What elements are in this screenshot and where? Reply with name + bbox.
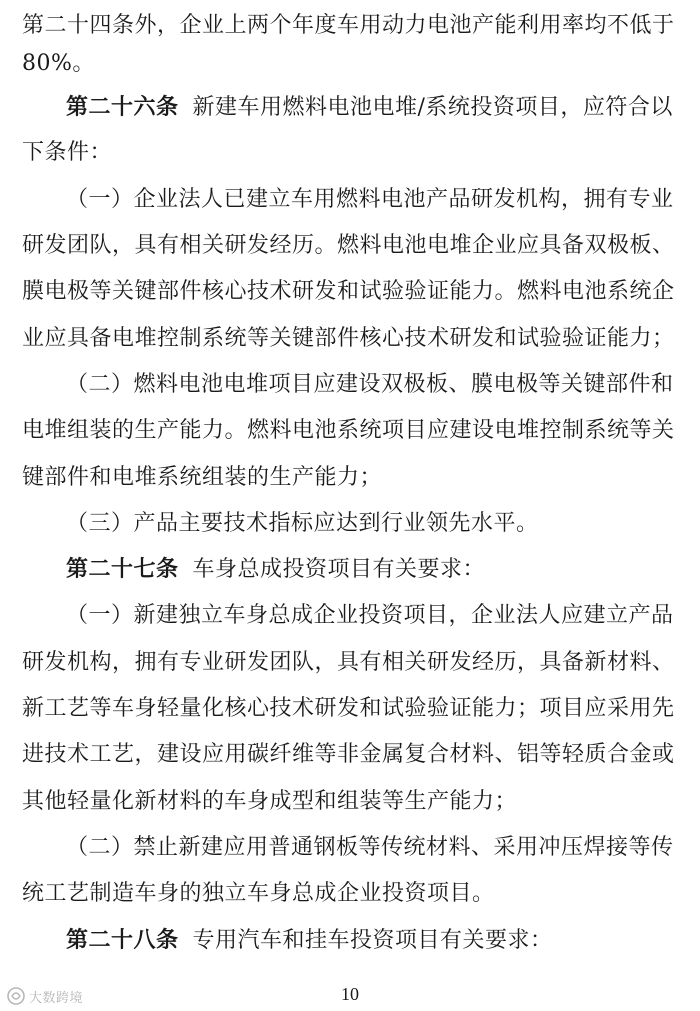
text-line: 电堆组装的生产能力。燃料电池系统项目应建设电堆控制系统等关 (22, 418, 675, 443)
text-line: （二）燃料电池电堆项目应建设双极板、膜电极等关键部件和 (66, 372, 674, 397)
article-heading: 第二十八条 (66, 928, 179, 953)
text-line: 80%。 (22, 51, 95, 76)
text-line: 键部件和电堆系统组装的生产能力； (22, 465, 383, 490)
article-text: 专用汽车和挂车投资项目有关要求： (192, 928, 553, 953)
text-line: （三）产品主要技术指标应达到行业领先水平。 (66, 511, 539, 536)
text-line: 新工艺等车身轻量化核心技术研发和试验验证能力；项目应采用先 (22, 696, 675, 721)
text-line: 进技术工艺，建设应用碳纤维等非金属复合材料、铝等轻质合金或 (22, 742, 675, 767)
text-line (66, 93, 673, 123)
text-line (66, 926, 553, 956)
article-heading: 第二十七条 (66, 557, 179, 582)
text-line (66, 555, 485, 585)
text-line: 第二十四条外，企业上两个年度车用动力电池产能利用率均不低于 (22, 13, 675, 38)
text-line: 下条件： (22, 140, 113, 165)
text-line: 统工艺制造车身的独立车身总成企业投资项目。 (22, 881, 495, 906)
watermark-text: 大数跨境 (29, 990, 84, 1006)
article-heading: 第二十六条 (66, 95, 179, 120)
brand-logo-icon (6, 986, 26, 1006)
watermark (6, 986, 83, 1006)
page-number: 10 (341, 984, 359, 1004)
text-line: 业应具备电堆控制系统等关键部件核心技术研发和试验验证能力； (22, 326, 675, 351)
article-text: 新建车用燃料电池电堆/系统投资项目，应符合以 (192, 95, 673, 120)
text-line: 其他轻量化新材料的车身成型和组装等生产能力； (22, 789, 518, 814)
text-line: （二）禁止新建应用普通钢板等传统材料、采用冲压焊接等传 (66, 835, 674, 860)
text-line: 研发机构，拥有专业研发团队，具有相关研发经历，具备新材料、 (22, 650, 675, 675)
article-text: 车身总成投资项目有关要求： (192, 557, 486, 582)
text-line: 膜电极等关键部件核心技术研发和试验验证能力。燃料电池系统企 (22, 279, 675, 304)
text-line: 研发团队，具有相关研发经历。燃料电池电堆企业应具备双极板、 (22, 233, 675, 258)
text-line: （一）企业法人已建立车用燃料电池产品研发机构，拥有专业 (66, 187, 674, 212)
text-line: （一）新建独立车身总成企业投资项目，企业法人应建立产品 (66, 603, 674, 628)
